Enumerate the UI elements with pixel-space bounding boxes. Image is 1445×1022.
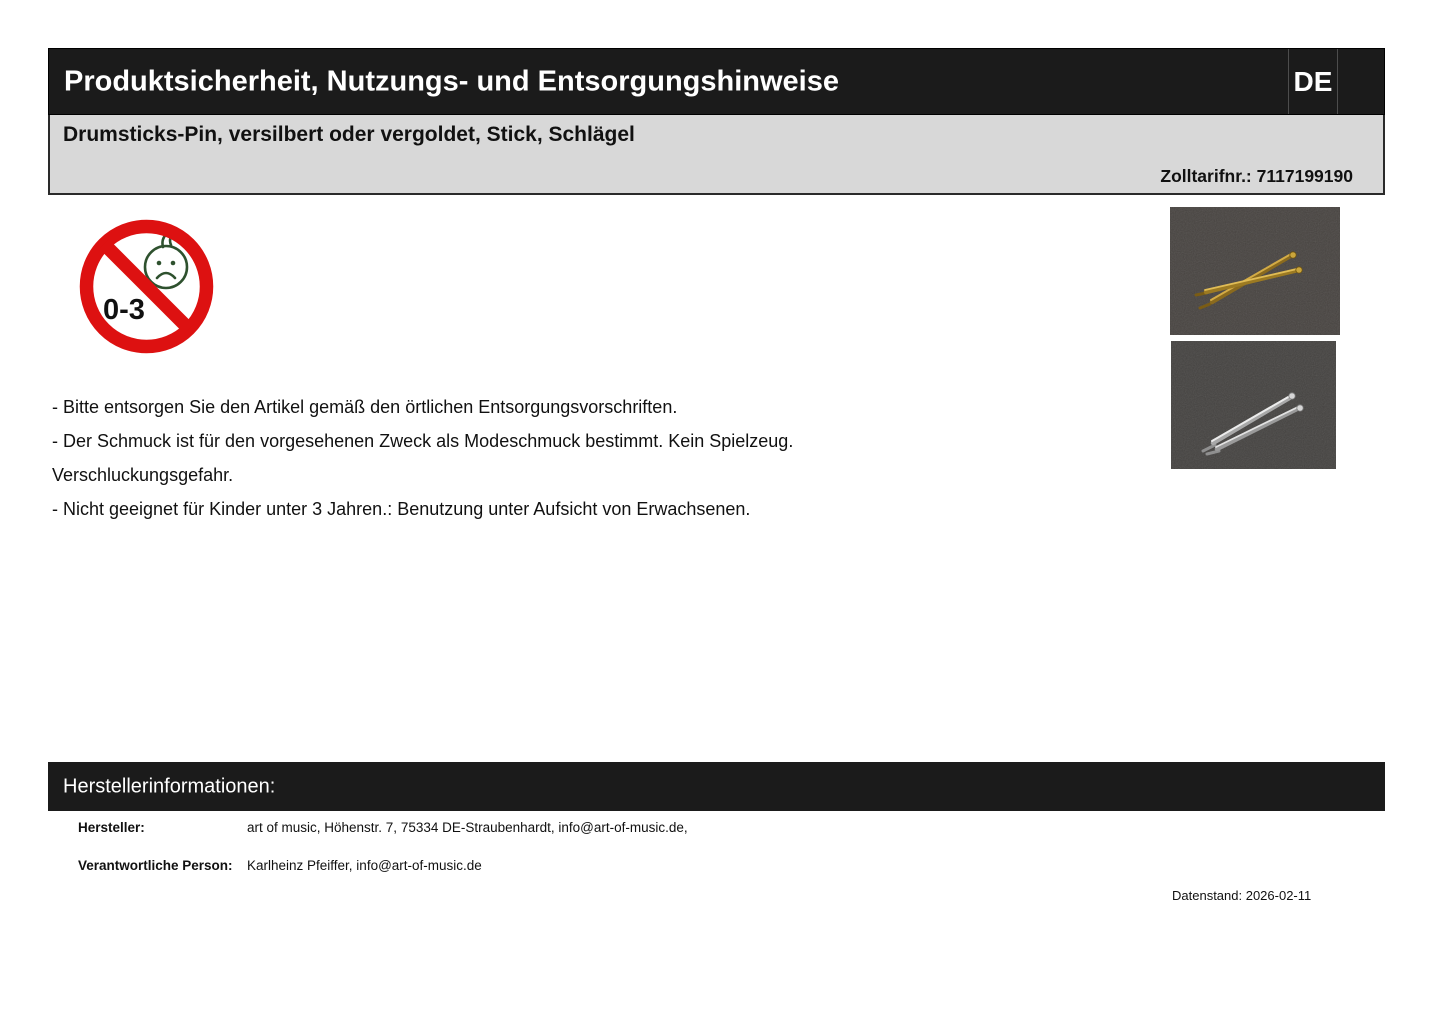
manufacturer-heading: Herstellerinformationen: — [63, 775, 276, 797]
product-title: Drumsticks-Pin, versilbert oder vergoldet, Stick, Schlägel — [63, 123, 635, 146]
note-intended-use: - Der Schmuck ist für den vorgesehenen Zweck als Modeschmuck bestimmt. Kein Spielzeug. — [52, 431, 794, 451]
product-photo-silver-pins — [1171, 341, 1336, 469]
language-badge: DE — [1288, 49, 1338, 114]
baby-eyes — [157, 261, 176, 266]
manufacturer-header-bar — [48, 762, 1385, 811]
manufacturer-label: Hersteller: — [78, 820, 145, 835]
responsible-person-label: Verantwortliche Person: — [78, 858, 233, 873]
note-disposal: - Bitte entsorgen Sie den Artikel gemäß den örtlichen Entsorgungsvorschriften. — [52, 397, 678, 417]
safety-notes — [52, 390, 793, 526]
responsible-person-value: Karlheinz Pfeiffer, info@art-of-music.de — [247, 858, 482, 873]
product-photo-gold-pins — [1170, 207, 1340, 335]
data-status-date: Datenstand: 2026-02-11 — [1172, 888, 1312, 903]
no-children-0-3-icon — [78, 218, 215, 355]
age-range-label: 0-3 — [103, 294, 145, 326]
product-header-band — [48, 115, 1385, 195]
page-title: Produktsicherheit, Nutzungs- und Entsorgungshinweise — [64, 65, 839, 97]
note-choking-hazard: Verschluckungsgefahr. — [52, 465, 234, 485]
manufacturer-value: art of music, Höhenstr. 7, 75334 DE-Straubenhardt, info@art-of-music.de, — [247, 820, 688, 835]
note-age-restriction: - Nicht geeignet für Kinder unter 3 Jahren.: Benutzung unter Aufsicht von Erwachsenen. — [52, 499, 751, 519]
header-bar — [48, 48, 1385, 115]
tariff-number: Zolltarifnr.: 7117199190 — [1160, 166, 1353, 186]
